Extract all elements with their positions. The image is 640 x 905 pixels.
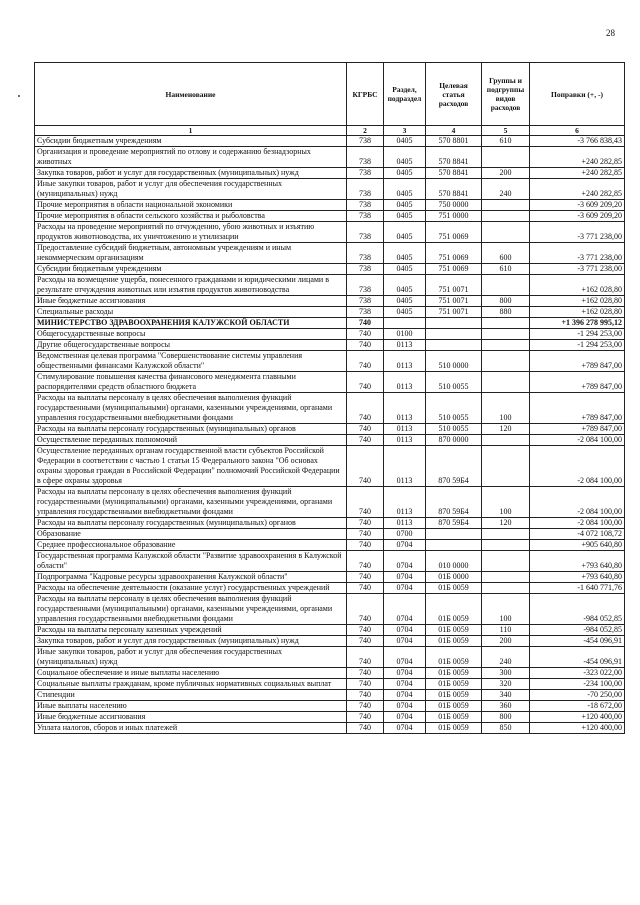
row-amount: +240 282,85 (530, 147, 625, 168)
row-grbs: 738 (347, 222, 384, 243)
row-section: 0113 (384, 424, 426, 435)
row-article: 01Б 0059 (426, 723, 482, 734)
table-row (35, 222, 625, 243)
row-section: 0405 (384, 275, 426, 296)
row-amount: -984 052,85 (530, 594, 625, 625)
table-row (35, 329, 625, 340)
row-name: Подпрограмма "Кадровые ресурсы здравоохранения Калужской области" (35, 572, 347, 583)
table-row (35, 200, 625, 211)
row-grbs: 740 (347, 487, 384, 518)
row-grbs: 740 (347, 529, 384, 540)
row-section: 0704 (384, 551, 426, 572)
row-amount: +793 640,80 (530, 551, 625, 572)
table-row (35, 318, 625, 329)
budget-amendments-table (34, 62, 625, 734)
row-amount: +162 028,80 (530, 275, 625, 296)
row-section: 0704 (384, 690, 426, 701)
row-group: 100 (482, 594, 530, 625)
row-section: 0113 (384, 446, 426, 487)
table-row (35, 572, 625, 583)
row-amount: +789 847,00 (530, 424, 625, 435)
row-group (482, 551, 530, 572)
row-article: 01Б 0000 (426, 572, 482, 583)
table-row (35, 529, 625, 540)
row-amount: -1 640 771,76 (530, 583, 625, 594)
row-amount: -454 096,91 (530, 636, 625, 647)
row-grbs: 740 (347, 723, 384, 734)
row-section: 0113 (384, 393, 426, 424)
table-row (35, 551, 625, 572)
row-amount: -454 096,91 (530, 647, 625, 668)
table-row (35, 518, 625, 529)
table-row (35, 647, 625, 668)
row-article: 751 0069 (426, 243, 482, 264)
row-group: 360 (482, 701, 530, 712)
row-group (482, 275, 530, 296)
row-group (482, 147, 530, 168)
table-row (35, 636, 625, 647)
row-article: 510 0055 (426, 372, 482, 393)
row-name: Расходы на выплаты персоналу государственных (муниципальных) органов (35, 518, 347, 529)
row-section: 0113 (384, 435, 426, 446)
row-article: 01Б 0059 (426, 668, 482, 679)
row-section: 0405 (384, 211, 426, 222)
row-section: 0405 (384, 168, 426, 179)
table-row (35, 668, 625, 679)
row-grbs: 740 (347, 435, 384, 446)
column-number: 2 (347, 126, 384, 136)
row-grbs: 740 (347, 625, 384, 636)
row-name: Стимулирование повышения качества финансового менеджмента главными распорядителями средств областного бюджета (35, 372, 347, 393)
row-name: Иные закупки товаров, работ и услуг для обеспечения государственных (муниципальных) нужд (35, 179, 347, 200)
row-amount: +1 396 278 995,12 (530, 318, 625, 329)
row-article: 870 59Б4 (426, 518, 482, 529)
row-grbs: 738 (347, 211, 384, 222)
row-group (482, 583, 530, 594)
row-amount: +120 400,00 (530, 723, 625, 734)
row-amount: -234 100,00 (530, 679, 625, 690)
row-name: Иные бюджетные ассигнования (35, 296, 347, 307)
row-grbs: 738 (347, 275, 384, 296)
row-amount: +162 028,80 (530, 296, 625, 307)
row-name: Образование (35, 529, 347, 540)
row-amount: +793 640,80 (530, 572, 625, 583)
row-amount: +120 400,00 (530, 712, 625, 723)
table-row (35, 243, 625, 264)
row-amount: -70 250,00 (530, 690, 625, 701)
row-name: Стипендии (35, 690, 347, 701)
row-name: Осуществление переданных полномочий (35, 435, 347, 446)
row-amount: +789 847,00 (530, 372, 625, 393)
row-name: Субсидии бюджетным учреждениям (35, 264, 347, 275)
row-section: 0405 (384, 147, 426, 168)
row-section: 0704 (384, 583, 426, 594)
row-article: 570 8801 (426, 136, 482, 147)
table-row (35, 679, 625, 690)
row-grbs: 740 (347, 690, 384, 701)
row-section: 0704 (384, 723, 426, 734)
row-group: 200 (482, 168, 530, 179)
row-article (426, 540, 482, 551)
table-row (35, 179, 625, 200)
row-section: 0405 (384, 307, 426, 318)
row-section: 0405 (384, 200, 426, 211)
table-row (35, 147, 625, 168)
row-amount: -3 766 838,43 (530, 136, 625, 147)
row-name: Прочие мероприятия в области национальной экономики (35, 200, 347, 211)
row-name: Расходы на выплаты персоналу в целях обеспечения выполнения функций государственными (муниципальными) органами, казенными учреждениями, органами управления государственными внебюджетными фондами (35, 594, 347, 625)
row-name: Уплата налогов, сборов и иных платежей (35, 723, 347, 734)
row-grbs: 740 (347, 329, 384, 340)
row-name: Иные выплаты населению (35, 701, 347, 712)
row-group: 600 (482, 243, 530, 264)
row-article: 751 0069 (426, 264, 482, 275)
row-grbs: 740 (347, 647, 384, 668)
row-grbs: 740 (347, 372, 384, 393)
row-amount: -2 084 100,00 (530, 435, 625, 446)
row-name: Расходы на выплаты персоналу государственных (муниципальных) органов (35, 424, 347, 435)
row-section: 0704 (384, 701, 426, 712)
row-amount: -1 294 253,00 (530, 329, 625, 340)
column-number: 4 (426, 126, 482, 136)
row-name: Расходы на выплаты персоналу казенных учреждений (35, 625, 347, 636)
row-article: 751 0071 (426, 275, 482, 296)
row-amount: -323 022,00 (530, 668, 625, 679)
table-row (35, 424, 625, 435)
table-row (35, 540, 625, 551)
row-group (482, 340, 530, 351)
column-number-row (35, 126, 625, 136)
row-article: 751 0071 (426, 296, 482, 307)
row-amount: +162 028,80 (530, 307, 625, 318)
row-name: Ведомственная целевая программа "Совершенствование системы управления общественными финансами Калужской области" (35, 351, 347, 372)
row-amount: -3 771 238,00 (530, 264, 625, 275)
row-group: 610 (482, 264, 530, 275)
row-article: 01Б 0059 (426, 625, 482, 636)
row-grbs: 740 (347, 701, 384, 712)
row-section: 0113 (384, 340, 426, 351)
row-grbs: 740 (347, 518, 384, 529)
table-row (35, 594, 625, 625)
row-section: 0113 (384, 518, 426, 529)
row-group (482, 211, 530, 222)
row-section: 0704 (384, 647, 426, 668)
column-number: 5 (482, 126, 530, 136)
row-name: Закупка товаров, работ и услуг для государственных (муниципальных) нужд (35, 636, 347, 647)
table-row (35, 690, 625, 701)
row-section: 0113 (384, 487, 426, 518)
row-name: Общегосударственные вопросы (35, 329, 347, 340)
row-article: 570 8841 (426, 147, 482, 168)
table-row (35, 583, 625, 594)
row-section: 0405 (384, 296, 426, 307)
row-name: Расходы на возмещение ущерба, понесенного гражданами и юридическими лицами в результате отчуждения животных или изъятия продуктов животноводства (35, 275, 347, 296)
row-group (482, 435, 530, 446)
row-article: 570 8841 (426, 179, 482, 200)
row-group (482, 372, 530, 393)
row-group: 340 (482, 690, 530, 701)
table-row (35, 487, 625, 518)
row-grbs: 740 (347, 424, 384, 435)
row-name: Социальное обеспечение и иные выплаты населению (35, 668, 347, 679)
row-amount: +905 640,80 (530, 540, 625, 551)
row-grbs: 738 (347, 179, 384, 200)
row-name: Иные закупки товаров, работ и услуг для обеспечения государственных (муниципальных) нужд (35, 647, 347, 668)
row-group: 240 (482, 647, 530, 668)
row-group: 100 (482, 487, 530, 518)
row-article: 510 0055 (426, 393, 482, 424)
row-amount: -3 609 209,20 (530, 211, 625, 222)
row-amount: -3 609 209,20 (530, 200, 625, 211)
row-amount: -3 771 238,00 (530, 222, 625, 243)
header-article: Целевая статья расходов (426, 63, 482, 126)
row-article: 870 0000 (426, 435, 482, 446)
row-section: 0704 (384, 572, 426, 583)
row-group (482, 200, 530, 211)
row-group: 320 (482, 679, 530, 690)
row-group: 120 (482, 518, 530, 529)
header-group: Группы и подгруппы видов расходов (482, 63, 530, 126)
row-article: 751 0000 (426, 211, 482, 222)
row-section: 0405 (384, 136, 426, 147)
row-section: 0405 (384, 222, 426, 243)
row-article: 570 8841 (426, 168, 482, 179)
table-row (35, 168, 625, 179)
row-name: МИНИСТЕРСТВО ЗДРАВООХРАНЕНИЯ КАЛУЖСКОЙ ОБЛАСТИ (35, 318, 347, 329)
page-number: 28 (606, 28, 615, 38)
table-row (35, 393, 625, 424)
row-section: 0113 (384, 372, 426, 393)
row-group: 100 (482, 393, 530, 424)
row-name: Расходы на выплаты персоналу в целях обеспечения выполнения функций государственными (муниципальными) органами, казенными учреждениями, органами управления государственными внебюджетными фондами (35, 393, 347, 424)
row-group: 800 (482, 712, 530, 723)
header-row (35, 63, 625, 126)
row-amount: -4 072 108,72 (530, 529, 625, 540)
row-section: 0700 (384, 529, 426, 540)
header-grbs: КГРБС (347, 63, 384, 126)
table-row (35, 446, 625, 487)
row-group: 800 (482, 296, 530, 307)
table-row (35, 625, 625, 636)
row-grbs: 740 (347, 351, 384, 372)
row-section: 0704 (384, 625, 426, 636)
row-group (482, 318, 530, 329)
row-grbs: 740 (347, 594, 384, 625)
row-section: 0405 (384, 264, 426, 275)
row-article: 01Б 0059 (426, 636, 482, 647)
row-grbs: 738 (347, 147, 384, 168)
row-grbs: 738 (347, 264, 384, 275)
row-section: 0100 (384, 329, 426, 340)
row-name: Субсидии бюджетным учреждениям (35, 136, 347, 147)
row-name: Специальные расходы (35, 307, 347, 318)
row-article: 751 0071 (426, 307, 482, 318)
column-number: 6 (530, 126, 625, 136)
row-group: 240 (482, 179, 530, 200)
column-number: 3 (384, 126, 426, 136)
row-group: 110 (482, 625, 530, 636)
row-article: 010 0000 (426, 551, 482, 572)
row-group (482, 540, 530, 551)
row-grbs: 740 (347, 572, 384, 583)
row-grbs: 740 (347, 393, 384, 424)
table-row (35, 712, 625, 723)
row-grbs: 740 (347, 340, 384, 351)
row-amount: -2 084 100,00 (530, 487, 625, 518)
row-article: 510 0055 (426, 424, 482, 435)
row-name: Расходы на обеспечение деятельности (оказание услуг) государственных учреждений (35, 583, 347, 594)
row-amount: +240 282,85 (530, 168, 625, 179)
row-group: 120 (482, 424, 530, 435)
row-section: 0704 (384, 540, 426, 551)
row-article: 01Б 0059 (426, 679, 482, 690)
row-amount: +789 847,00 (530, 393, 625, 424)
row-article: 01Б 0059 (426, 583, 482, 594)
table-row (35, 264, 625, 275)
row-name: Прочие мероприятия в области сельского хозяйства и рыболовства (35, 211, 347, 222)
row-article: 750 0000 (426, 200, 482, 211)
row-name: Государственная программа Калужской области "Развитие здравоохранения в Калужской области" (35, 551, 347, 572)
row-article (426, 318, 482, 329)
table-row (35, 275, 625, 296)
row-group: 610 (482, 136, 530, 147)
row-name: Организация и проведение мероприятий по отлову и содержанию безнадзорных животных (35, 147, 347, 168)
row-name: Расходы на проведение мероприятий по отчуждению, убою животных и изъятию продуктов животноводства, их уничтожению и утилизации (35, 222, 347, 243)
row-section: 0704 (384, 594, 426, 625)
row-group (482, 529, 530, 540)
row-amount: -18 672,00 (530, 701, 625, 712)
row-article: 01Б 0059 (426, 690, 482, 701)
row-grbs: 740 (347, 551, 384, 572)
header-section: Раздел, подраздел (384, 63, 426, 126)
row-grbs: 740 (347, 583, 384, 594)
row-article (426, 329, 482, 340)
row-grbs: 740 (347, 679, 384, 690)
scan-speck (18, 95, 20, 97)
row-group: 880 (482, 307, 530, 318)
header-amount: Поправки (+, -) (530, 63, 625, 126)
row-grbs: 738 (347, 307, 384, 318)
row-amount: +240 282,85 (530, 179, 625, 200)
row-name: Закупка товаров, работ и услуг для государственных (муниципальных) нужд (35, 168, 347, 179)
row-grbs: 740 (347, 636, 384, 647)
row-group (482, 572, 530, 583)
row-group: 300 (482, 668, 530, 679)
table-row (35, 340, 625, 351)
row-article: 870 59Б4 (426, 487, 482, 518)
row-article: 510 0000 (426, 351, 482, 372)
table-row (35, 723, 625, 734)
row-article (426, 529, 482, 540)
table-row (35, 701, 625, 712)
row-grbs: 738 (347, 296, 384, 307)
row-grbs: 738 (347, 200, 384, 211)
row-grbs: 740 (347, 446, 384, 487)
row-name: Расходы на выплаты персоналу в целях обеспечения выполнения функций государственными (муниципальными) органами, казенными учреждениями, органами управления государственными внебюджетными фондами (35, 487, 347, 518)
row-amount: -2 084 100,00 (530, 518, 625, 529)
row-group: 200 (482, 636, 530, 647)
row-name: Предоставление субсидий бюджетным, автономным учреждениям и иным некоммерческим организациям (35, 243, 347, 264)
row-grbs: 740 (347, 318, 384, 329)
table-row (35, 307, 625, 318)
row-grbs: 738 (347, 136, 384, 147)
row-section: 0704 (384, 679, 426, 690)
row-amount: -2 084 100,00 (530, 446, 625, 487)
row-name: Осуществление переданных органам государственной власти субъектов Российской Федерации в соответствии с частью 1 статьи 15 Федерального закона "Об основах охраны здоровья граждан в Российской Федерации" полномочий Российской Федерации в сфере охраны здоровья (35, 446, 347, 487)
row-article: 870 59Б4 (426, 446, 482, 487)
header-name: Наименование (35, 63, 347, 126)
table-row (35, 351, 625, 372)
row-amount: -1 294 253,00 (530, 340, 625, 351)
table-row (35, 296, 625, 307)
row-grbs: 740 (347, 540, 384, 551)
row-name: Иные бюджетные ассигнования (35, 712, 347, 723)
row-grbs: 738 (347, 168, 384, 179)
row-amount: -984 052,85 (530, 625, 625, 636)
row-article: 751 0069 (426, 222, 482, 243)
row-section: 0405 (384, 243, 426, 264)
row-article: 01Б 0059 (426, 701, 482, 712)
row-article (426, 340, 482, 351)
row-amount: +789 847,00 (530, 351, 625, 372)
row-name: Среднее профессиональное образование (35, 540, 347, 551)
row-name: Другие общегосударственные вопросы (35, 340, 347, 351)
table-row (35, 136, 625, 147)
row-section: 0405 (384, 179, 426, 200)
table-row (35, 435, 625, 446)
table-row (35, 372, 625, 393)
row-section: 0704 (384, 712, 426, 723)
row-article: 01Б 0059 (426, 712, 482, 723)
row-section: 0113 (384, 351, 426, 372)
row-section (384, 318, 426, 329)
row-article: 01Б 0059 (426, 647, 482, 668)
row-grbs: 738 (347, 243, 384, 264)
row-amount: -3 771 238,00 (530, 243, 625, 264)
column-number: 1 (35, 126, 347, 136)
row-name: Социальные выплаты гражданам, кроме публичных нормативных социальных выплат (35, 679, 347, 690)
row-group: 850 (482, 723, 530, 734)
row-group (482, 329, 530, 340)
row-section: 0704 (384, 668, 426, 679)
row-grbs: 740 (347, 712, 384, 723)
table-body (35, 136, 625, 734)
row-section: 0704 (384, 636, 426, 647)
row-group (482, 446, 530, 487)
row-group (482, 351, 530, 372)
table-row (35, 211, 625, 222)
row-article: 01Б 0059 (426, 594, 482, 625)
row-group (482, 222, 530, 243)
row-grbs: 740 (347, 668, 384, 679)
